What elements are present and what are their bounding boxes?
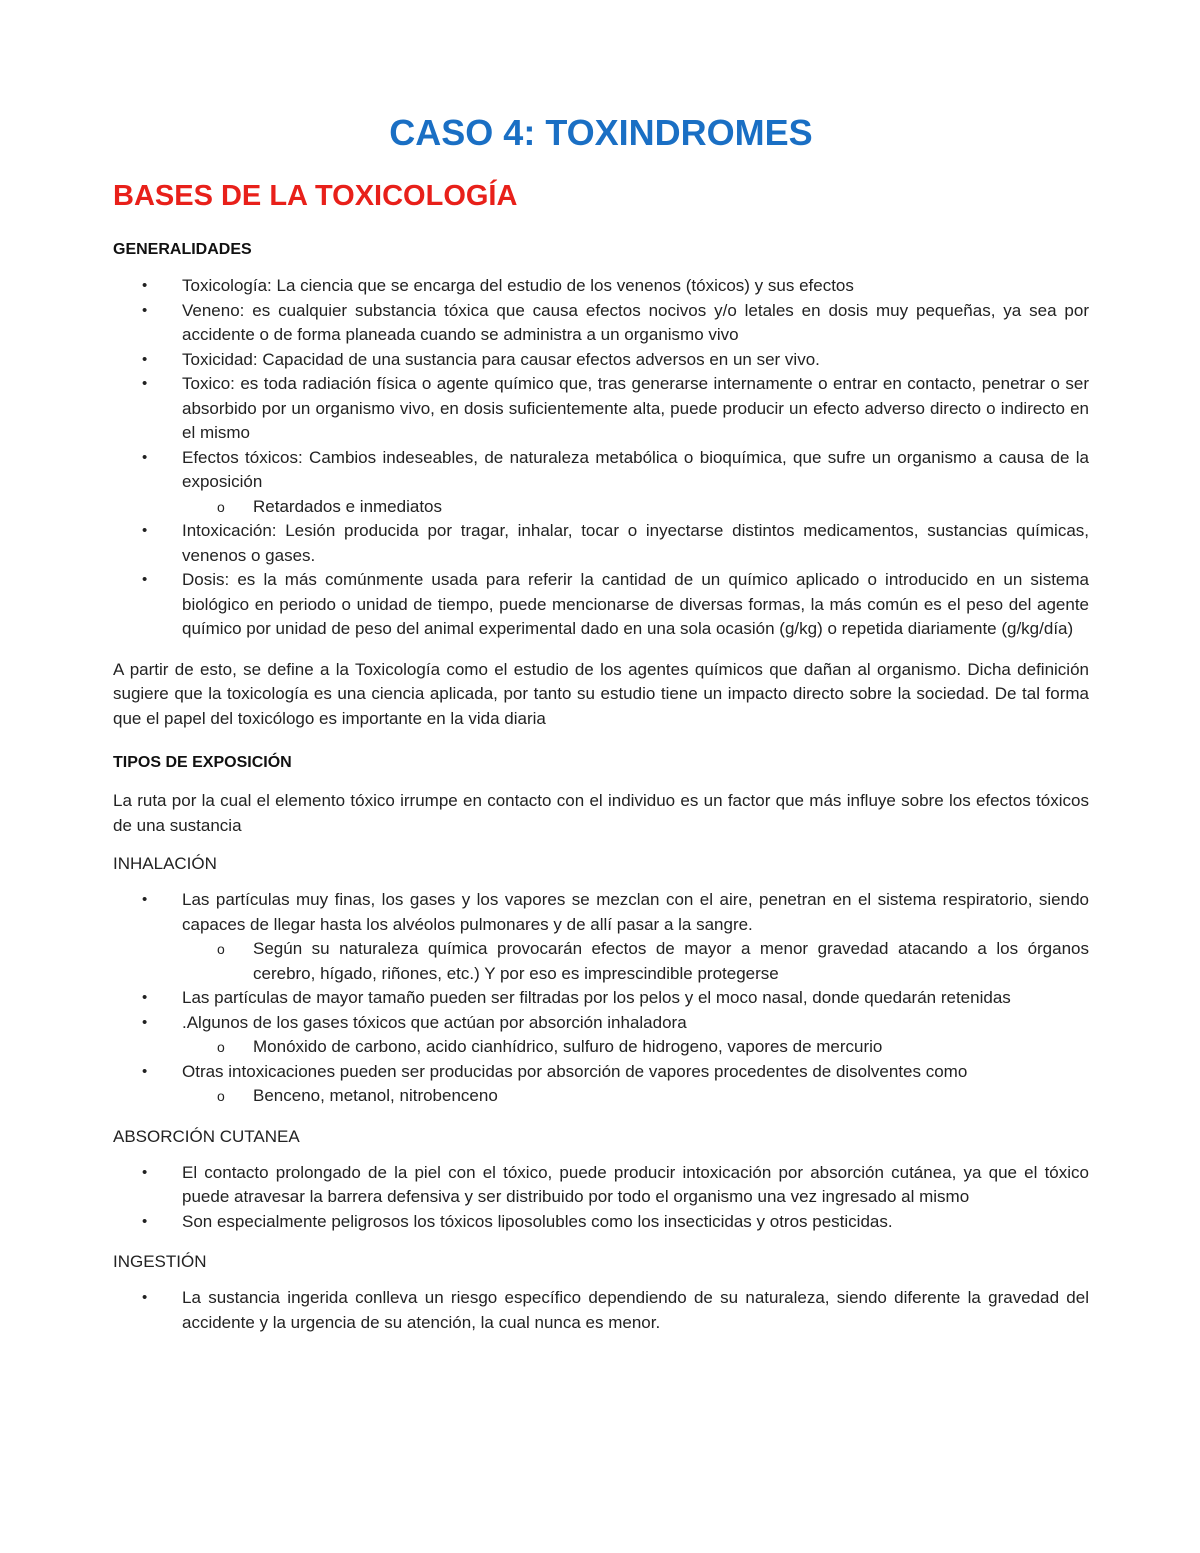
ingestion-list (113, 1286, 1089, 1335)
inhalacion-heading: INHALACIÓN (113, 854, 217, 873)
bullet-icon: • (142, 375, 148, 392)
list-item (113, 1161, 1089, 1210)
sub-list-item-text: Benceno, metanol, nitrobenceno (253, 1086, 498, 1105)
document-page (113, 108, 1089, 1335)
sub-list (182, 1035, 1089, 1060)
generalidades-list (113, 274, 1089, 642)
sub-bullet-icon: o (217, 498, 225, 515)
bullet-icon: • (142, 1013, 148, 1031)
sub-list-item-text: Monóxido de carbono, acido cianhídrico, sulfuro de hidrogeno, vapores de mercurio (253, 1037, 883, 1056)
list-item (113, 986, 1089, 1011)
bullet-icon: • (142, 277, 148, 294)
list-item-text: Son especialmente peligrosos los tóxicos liposolubles como los insecticidas y otros pesticidas. (182, 1211, 893, 1231)
list-item-text: Otras intoxicaciones pueden ser producidas por absorción de vapores procedentes de disolventes como (182, 1061, 968, 1081)
list-item-text: Toxicología: La ciencia que se encarga del estudio de los venenos (tóxicos) y sus efectos (182, 276, 854, 295)
sub-list-item (113, 1084, 1089, 1109)
sub-bullet-icon: o (217, 941, 225, 957)
list-item (113, 1210, 1089, 1235)
bullet-icon: • (142, 301, 148, 319)
list-item (113, 568, 1089, 642)
bullet-icon: • (142, 522, 148, 539)
section-heading: BASES DE LA TOXICOLOGÍA (113, 180, 518, 212)
list-item-text: .Algunos de los gases tóxicos que actúan por absorción inhaladora (182, 1012, 687, 1032)
list-item (113, 299, 1089, 348)
cutanea-list (113, 1161, 1089, 1235)
bullet-icon: • (142, 891, 148, 908)
list-item-text: El contacto prolongado de la piel con el tóxico, puede producir intoxicación por absorción cutánea, ya que el tóxico puede atravesar la barrera defensiva y ser distribuido por todo el organismo una vez ingresado al mismo (182, 1162, 1089, 1206)
bullet-icon: • (142, 989, 148, 1006)
bullet-icon: • (142, 1289, 148, 1306)
sub-list (182, 495, 1089, 520)
list-item-text: La sustancia ingerida conlleva un riesgo específico dependiendo de su naturaleza, siendo diferente la gravedad del accidente y la urgencia de su atención, la cual nunca es menor. (182, 1288, 1089, 1332)
bullet-icon: • (142, 350, 148, 368)
sub-list-item-text: Según su naturaleza química provocarán efectos de mayor a menor gravedad atacando a los órganos cerebro, hígado, riñones, etc.) Y por eso es imprescindible protegerse (253, 939, 1089, 983)
sub-bullet-icon: o (217, 1088, 225, 1104)
bullet-icon: • (142, 571, 148, 588)
list-item (113, 446, 1089, 520)
bullet-icon: • (142, 1062, 148, 1080)
list-item (113, 1011, 1089, 1060)
tipos-heading: TIPOS DE EXPOSICIÓN (113, 754, 292, 771)
list-item-text: Efectos tóxicos: Cambios indeseables, de naturaleza metabólica o bioquímica, que sufre un organismo a causa de la exposición (182, 447, 1089, 491)
list-item-text: Las partículas muy finas, los gases y los vapores se mezclan con el aire, penetran en el sistema respiratorio, siendo capaces de llegar hasta los alvéolos pulmonares y de allí pasar a la sangre. (182, 890, 1089, 934)
list-item (113, 519, 1089, 568)
inhalacion-list (113, 888, 1089, 1109)
list-item (113, 348, 1089, 373)
list-item-text: Dosis: es la más comúnmente usada para referir la cantidad de un químico aplicado o introducido en un sistema biológico en periodo o unidad de tiempo, puede mencionarse de diversas formas, la más común es el peso del agente químico por unidad de peso del animal experimental dado en una sola ocasión (g/kg) o repetida diariamente (g/kg/día) (182, 570, 1089, 638)
tipos-paragraph: La ruta por la cual el elemento tóxico irrumpe en contacto con el individuo es un factor que más influye sobre los efectos tóxicos de una sustancia (113, 791, 1089, 835)
ingestion-heading: INGESTIÓN (113, 1252, 207, 1271)
sub-bullet-icon: o (217, 1039, 225, 1055)
list-item (113, 372, 1089, 446)
sub-list (182, 1084, 1089, 1109)
list-item-text: Las partículas de mayor tamaño pueden ser filtradas por los pelos y el moco nasal, donde quedarán retenidas (182, 988, 1011, 1007)
bullet-icon: • (142, 1212, 148, 1230)
list-item (113, 274, 1089, 299)
list-item (113, 1060, 1089, 1109)
list-item-text: Toxicidad: Capacidad de una sustancia para causar efectos adversos en un ser vivo. (182, 349, 820, 369)
list-item (113, 888, 1089, 986)
sub-list-item (113, 1035, 1089, 1060)
generalidades-paragraph: A partir de esto, se define a la Toxicología como el estudio de los agentes químicos que dañan al organismo. Dicha definición sugiere que la toxicología es una ciencia aplicada, por tanto su estudio tiene un impacto directo sobre la sociedad. De tal forma que el papel del toxicólogo es importante en la vida diaria (113, 659, 1089, 728)
generalidades-heading: GENERALIDADES (113, 241, 252, 258)
cutanea-heading: ABSORCIÓN CUTANEA (113, 1126, 300, 1146)
sub-list-item (113, 495, 1089, 520)
bullet-icon: • (142, 448, 148, 466)
list-item-text: Veneno: es cualquier substancia tóxica que causa efectos nocivos y/o letales en dosis muy pequeñas, ya sea por accidente o de forma planeada cuando se administra a un organismo vivo (182, 300, 1089, 344)
list-item (113, 1286, 1089, 1335)
sub-list-item (113, 937, 1089, 986)
document-title: CASO 4: TOXINDROMES (389, 112, 813, 153)
list-item-text: Intoxicación: Lesión producida por tragar, inhalar, tocar o inyectarse distintos medicamentos, sustancias químicas, venenos o gases. (182, 521, 1089, 565)
sub-list-item-text: Retardados e inmediatos (253, 496, 443, 516)
sub-list (182, 937, 1089, 986)
bullet-icon: • (142, 1163, 148, 1181)
list-item-text: Toxico: es toda radiación física o agente químico que, tras generarse internamente o entrar en contacto, penetrar o ser absorbido por un organismo vivo, en dosis suficientemente alta, puede producir un efecto adverso directo o indirecto en el mismo (182, 374, 1089, 442)
